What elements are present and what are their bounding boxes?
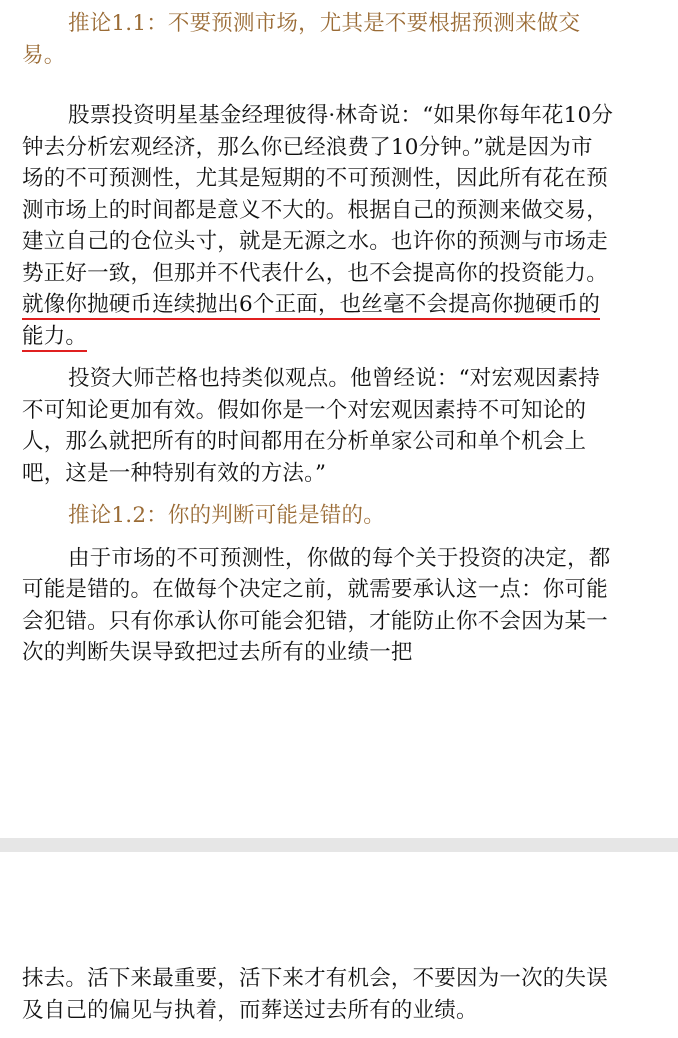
paragraph-judgment-error: 由于市场的不可预测性，你做的每个关于投资的决定，都可能是错的。在做每个决定之前，就需要承认这一点：你可能会犯错。只有你承认你可能会犯错，才能防止你不会因为某一次的判断失误导致把过去所有的业绩一把	[22, 545, 611, 665]
section-heading-1-1: 推论1.1：不要预测市场，尤其是不要根据预测来做交易。	[22, 11, 581, 68]
paragraph-text: 股票投资明星基金经理彼得·林奇说：“如果你每年花10分钟去分析宏观经济，那么你已经浪费了10分钟。”就是因为市场的不可预测性，尤其是短期的不可预测性，因此所有花在预测市场上的时间都是意义不大的。根据自己的预测来做交易，建立自己的仓位头寸，就是无源之水。也许你的预测与市场走势正好一致，但那并不代表什么，也不会提高你的投资能力。	[22, 103, 614, 286]
lower-page-text	[22, 963, 614, 1026]
paragraph-continued: 抹去。活下来最重要，活下来才有机会，不要因为一次的失误及自己的偏见与执着，而葬送过去所有的业绩。	[22, 966, 608, 1023]
upper-page-text	[22, 8, 614, 669]
paragraph-peter-lynch	[22, 100, 614, 352]
section-heading-1-2: 推论1.2：你的判断可能是错的。	[68, 503, 385, 528]
highlighted-sentence[interactable]: 就像你抛硬币连续抛出6个正面，也丝毫不会提高你抛硬币的能力。	[22, 292, 600, 352]
paragraph-munger: 投资大师芒格也持类似观点。他曾经说：“对宏观因素持不可知论更加有效。假如你是一个对宏观因素持不可知论的人，那么就把所有的时间都用在分析单家公司和单个机会上吧，这是一种特别有效的方法。”	[22, 366, 600, 486]
page-divider	[0, 838, 678, 852]
